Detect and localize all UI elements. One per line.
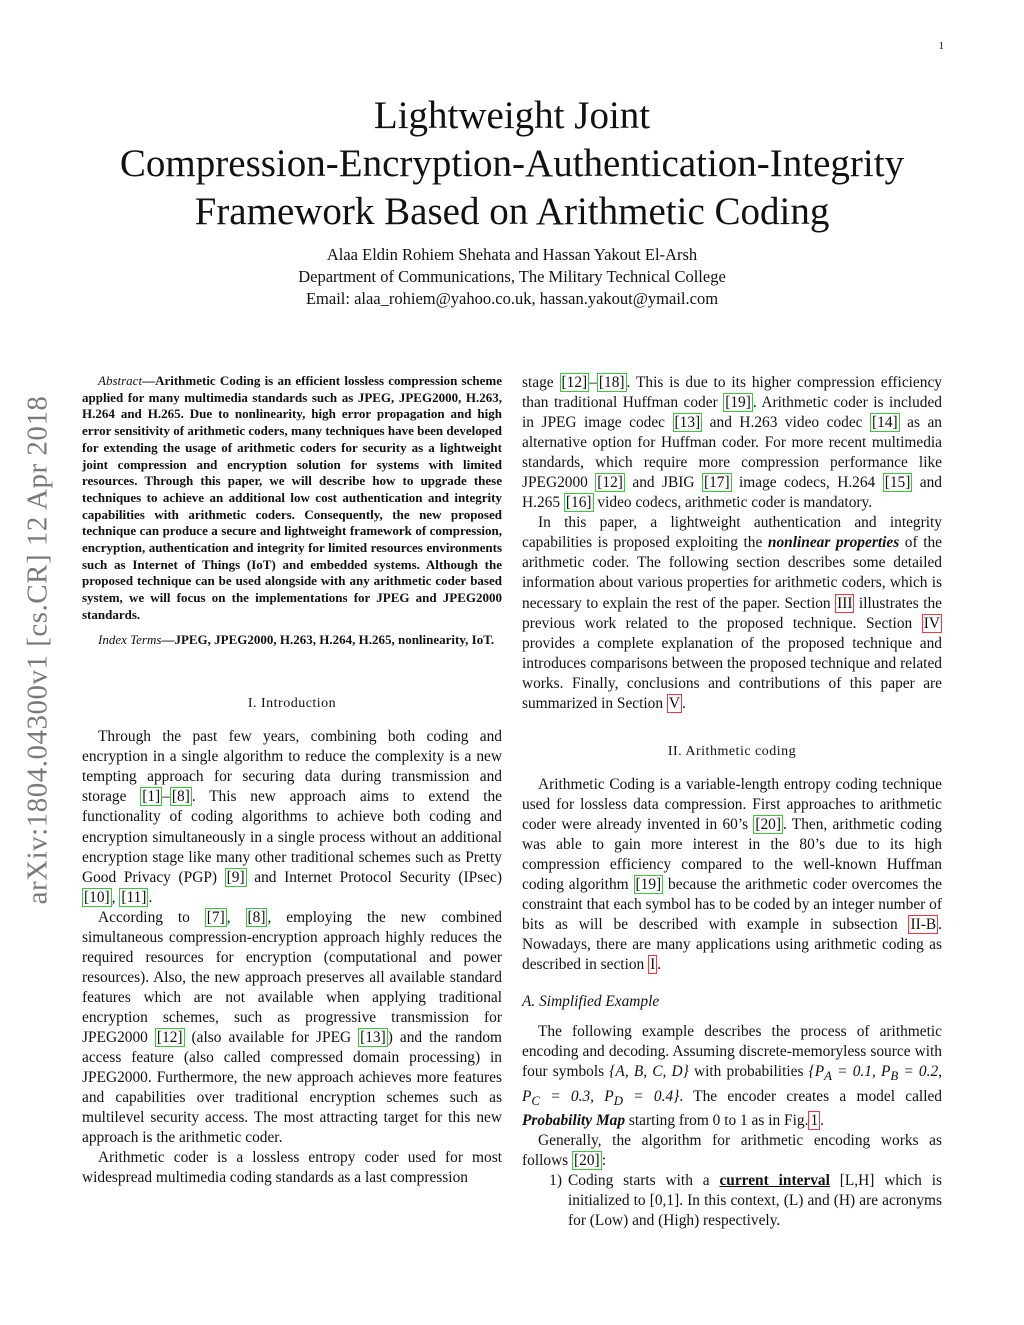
- citation-link[interactable]: [20]: [755, 815, 781, 833]
- index-terms: Index Terms—JPEG, JPEG2000, H.263, H.264, H.265, nonlinearity, IoT.: [98, 631, 495, 647]
- intro-paragraph-1: Through the past few years, combining both coding and encryption in a single algorithm to reduce the complexity is a new tempting approach for securing data during transmission and storage [1] – [8] . This new approach aims to extend the functionality of coding algorithms to achieve both coding and encryption simultaneously in a single process without an additional encryption stage like many other traditional schemes such as Pretty Good Privacy (PGP) [9] and Internet Protocol Security (IPsec) [10] , [11] .: [82, 728, 502, 906]
- section-ref-link[interactable]: I: [650, 956, 656, 974]
- citation-link[interactable]: [9]: [226, 868, 245, 886]
- algorithm-intro: Generally, the algorithm for arithmetic encoding works as follows [20] :: [522, 1131, 942, 1169]
- arxiv-identifier: arXiv:1804.04300v1 [cs.CR] 12 Apr 2018: [21, 395, 54, 905]
- emphasis-probability-map: Probability Map: [522, 1111, 626, 1129]
- example-paragraph: The following example describes the process of arithmetic encoding and decoding. Assuming discrete-memoryless source with four symbols {A, B, C, D} with probabilities {$P_A = 0.1$, $P_B = 0.2$, $P_C = 0.3$, $P_D = 0.4$}. The encoder creates a model called Probability Map starting from 0 to 1 as in Fig. 1 .: [522, 1023, 943, 1129]
- citation-link[interactable]: [14]: [872, 414, 898, 432]
- right-column: [522, 373, 942, 1231]
- abstract-label: Abstract: [98, 373, 143, 388]
- arxiv-sidebar: [8, 350, 68, 950]
- citation-link[interactable]: [13]: [674, 414, 701, 432]
- section-ref-link[interactable]: III: [837, 594, 853, 612]
- citation-link[interactable]: [17]: [703, 474, 730, 492]
- citation-link[interactable]: [19]: [725, 394, 751, 412]
- citation-link[interactable]: [11]: [121, 888, 147, 906]
- citation-link[interactable]: [16]: [565, 494, 592, 512]
- list-number: 1): [549, 1171, 562, 1189]
- subsection-heading: A. Simplified Example: [522, 993, 660, 1011]
- emphasis-current-interval: current interval: [719, 1171, 830, 1189]
- citation-link[interactable]: [12]: [561, 374, 588, 391]
- author-block: [60, 244, 964, 310]
- citation-link[interactable]: [1]: [142, 788, 161, 806]
- abstract: Abstract—Arithmetic Coding is an efficient lossless compression scheme applied for many multimedia standards such as JPEG, JPEG2000, H.263, H.264 and H.265. Due to nonlinearity, high error propagation and high error sensitivity of arithmetic coders, many techniques have been developed for extending the usage of arithmetic coders for security as a lightweight joint compression and encryption solution for systems with limited resources. Through this paper, we will describe how to upgrade these techniques to achieve an additional low cost authentication and integrity capabilities with arithmetic coders. Consequently, the new proposed technique can produce a secure and lightweight framework of compression, encryption, authentication and integrity for limited resources environments such as Internet of Things (IoT) and embedded systems. Although the proposed technique can be used alongside with any arithmetic coder based system, we will focus on the implementations for JPEG and JPEG2000 standards.: [82, 373, 502, 622]
- algorithm-step-1: [522, 1171, 942, 1231]
- abstract-text: Arithmetic Coding is an efficient lossless compression scheme applied for many multimedia standards such as JPEG, JPEG2000, H.263, H.264 and H.265. Due to nonlinearity, high error propagation and high error sensitivity of arithmetic coders, many techniques have been developed for extending the usage of arithmetic coders for security as a lightweight joint compression and encryption solution for systems with limited resources. Through this paper, we will describe how to upgrade these techniques to achieve an additional low cost authentication and integrity capabilities with arithmetic coders. Consequently, the new proposed technique can produce a secure and lightweight framework of compression, encryption, authentication and integrity for limited resources environments such as Internet of Things (IoT) and embedded systems. Although the proposed technique can be used alongside with any arithmetic coder based system, we will focus on the implementations for JPEG and JPEG2000 standards.: [82, 373, 502, 622]
- title-line: Compression-Encryption-Authentication-Integrity: [119, 142, 905, 185]
- author-names: Alaa Eldin Rohiem Shehata and Hassan Yakout El-Arsh: [326, 245, 698, 264]
- index-terms-label: Index Terms: [98, 631, 162, 647]
- section-ref-link[interactable]: IV: [923, 614, 940, 632]
- arith-paragraph-1: Arithmetic Coding is a variable-length entropy coding technique used for lossless data compression. First approaches to arithmetic coder were already invented in 60’s [20] . Then, arithmetic coding was able to gain more interest in the 80’s due to its high compression efficiency compared to the well-known Huffman coding algorithm [19] because the arithmetic coder overcomes the constraint that each symbol has to be coded by an integer number of bits as will be described with example in subsection II-B . Nowadays, there are many applications using arithmetic coding as described in section I .: [522, 775, 942, 974]
- section-ref-link[interactable]: V: [668, 694, 681, 712]
- intro-paragraph-4: In this paper, a lightweight authentication and integrity capabilities is proposed exploiting the nonlinear properties of the arithmetic coder. The following section describes some detailed information about various properties for arithmetic coders, which is necessary to explain the rest of the paper. Section III illustrates the previous work related to the proposed technique. Section IV provides a complete explanation of the proposed technique and introduces comparisons between the proposed technique and related works. Finally, conclusions and contributions of this paper are summarized in Section V .: [522, 514, 942, 712]
- citation-link[interactable]: [18]: [598, 374, 625, 391]
- left-column: [82, 373, 502, 1188]
- intro-paragraph-3-continued: stage [12] – [18] . This is due to its higher compression efficiency than traditional Huffman coder [19] . Arithmetic coder is included in JPEG image codec [13] and H.263 video codec [14] as an alternative option for Huffman coder. For more recent multimedia standards, which require more compression performance like JPEG2000 [12] and JBIG [17] image codecs, H.264 [15] and H.265 [16] video codecs, arithmetic coder is mandatory.: [522, 374, 942, 512]
- citation-link[interactable]: [13]: [360, 1029, 386, 1046]
- citation-link[interactable]: [7]: [206, 908, 225, 926]
- citation-link[interactable]: [12]: [156, 1029, 183, 1046]
- section-heading-arithmetic-coding: II. Arithmetic coding: [667, 743, 797, 759]
- list-text: Coding starts with a current interval [L,H] which is initialized to [0,1]. In this context, (L) and (H) are acronyms for (Low) and (High) respectively.: [568, 1171, 942, 1229]
- citation-link[interactable]: [8]: [247, 908, 266, 926]
- index-terms-text: JPEG, JPEG2000, H.263, H.264, H.265, nonlinearity, IoT.: [174, 631, 495, 647]
- intro-paragraph-3: Arithmetic coder is a lossless entropy coder used for most widespread multimedia coding standards as a last compression: [82, 1149, 502, 1187]
- emphasis-nonlinear: nonlinear properties: [767, 534, 900, 552]
- title-line: Framework Based on Arithmetic Coding: [194, 190, 830, 233]
- title-line: Lightweight Joint: [373, 94, 651, 137]
- paper-title: [60, 92, 964, 236]
- intro-paragraph-2: According to [7] , [8] , employing the new combined simultaneous compression-encryption approach highly reduces the required resources for encryption (computational and power resources). Also, the new approach preserves all available standard features which are not available when applying traditional encryption schemes, such as progressive transmission for JPEG2000 [12] (also available for JPEG [13] ) and the random access feature (also called compressed domain processing) in JPEG2000. Furthermore, the new approach achieves more features and capabilities over traditional encryption schemes such as multilevel security access. The most attracting target for this new approach is the arithmetic coder.: [82, 908, 502, 1147]
- citation-link[interactable]: [15]: [884, 474, 911, 492]
- citation-link[interactable]: [12]: [597, 474, 623, 492]
- citation-link[interactable]: [10]: [84, 888, 110, 906]
- page-number: 1: [938, 40, 944, 52]
- section-ref-link[interactable]: II-B: [910, 916, 937, 934]
- citation-link[interactable]: [19]: [635, 876, 662, 894]
- citation-link[interactable]: [20]: [574, 1151, 600, 1169]
- citation-link[interactable]: [8]: [171, 788, 190, 806]
- figure-ref-link[interactable]: 1: [810, 1111, 819, 1129]
- author-email: Email: alaa_rohiem@yahoo.co.uk, hassan.yakout@ymail.com: [305, 289, 719, 308]
- section-heading-introduction: I. Introduction: [247, 696, 337, 712]
- author-affiliation: Department of Communications, The Military Technical College: [298, 267, 726, 286]
